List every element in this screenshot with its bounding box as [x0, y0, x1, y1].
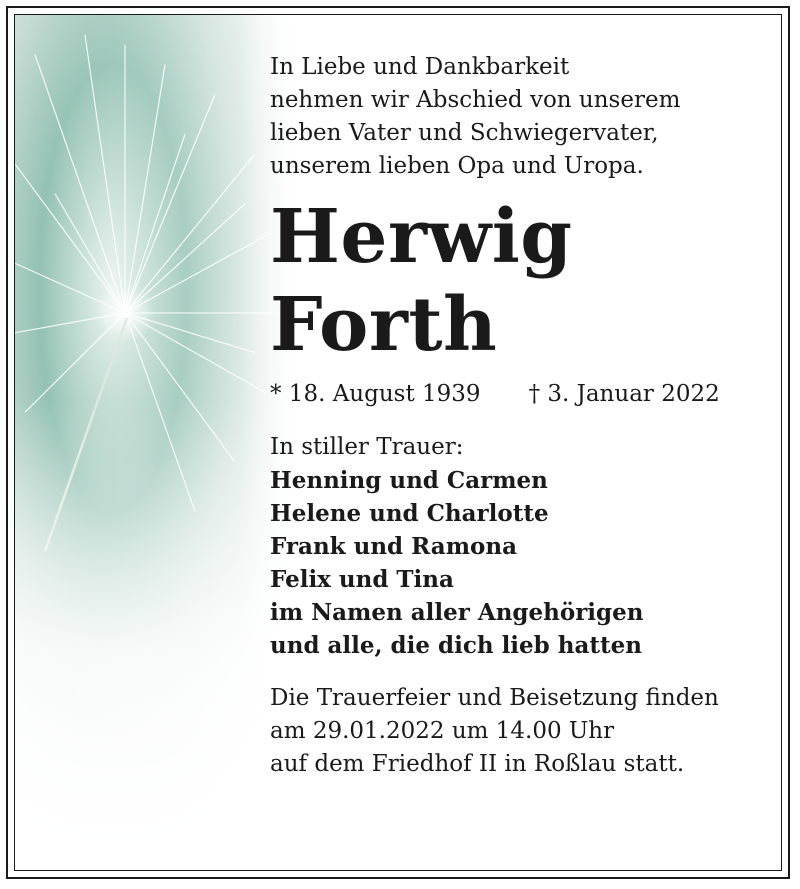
mourner-line: und alle, die dich lieb hatten: [270, 632, 642, 659]
intro-line: unserem lieben Opa und Uropa.: [270, 153, 644, 179]
birth-date: * 18. August 1939: [270, 381, 481, 407]
mourner-line: Helene und Charlotte: [270, 500, 549, 527]
mourners-heading: In stiller Trauer:: [270, 434, 464, 460]
first-name: Herwig: [270, 194, 573, 280]
intro-line: nehmen wir Abschied von unserem: [270, 87, 681, 113]
mourner-line: Henning und Carmen: [270, 467, 548, 494]
outer-frame: [6, 6, 790, 879]
ceremony-line: am 29.01.2022 um 14.00 Uhr: [270, 718, 615, 744]
last-name: Forth: [270, 282, 498, 368]
intro-text: [270, 51, 780, 183]
death-date: † 3. Januar 2022: [528, 381, 720, 407]
ceremony-line: auf dem Friedhof II in Roßlau statt.: [270, 751, 685, 777]
dandelion-seed-icon: [15, 15, 295, 870]
mourner-line: im Namen aller Angehörigen: [270, 599, 644, 626]
mourner-line: Frank und Ramona: [270, 533, 517, 560]
mourners-block: [270, 431, 780, 662]
mourner-line: Felix und Tina: [270, 566, 454, 593]
deceased-name: [270, 193, 780, 369]
inner-frame: [14, 14, 782, 871]
intro-line: In Liebe und Dankbarkeit: [270, 54, 570, 80]
intro-line: lieben Vater und Schwiegervater,: [270, 120, 659, 146]
obituary-content: [270, 51, 780, 781]
life-dates: [270, 379, 780, 409]
ceremony-info: [270, 682, 780, 781]
ceremony-line: Die Trauerfeier und Beisetzung finden: [270, 685, 719, 711]
